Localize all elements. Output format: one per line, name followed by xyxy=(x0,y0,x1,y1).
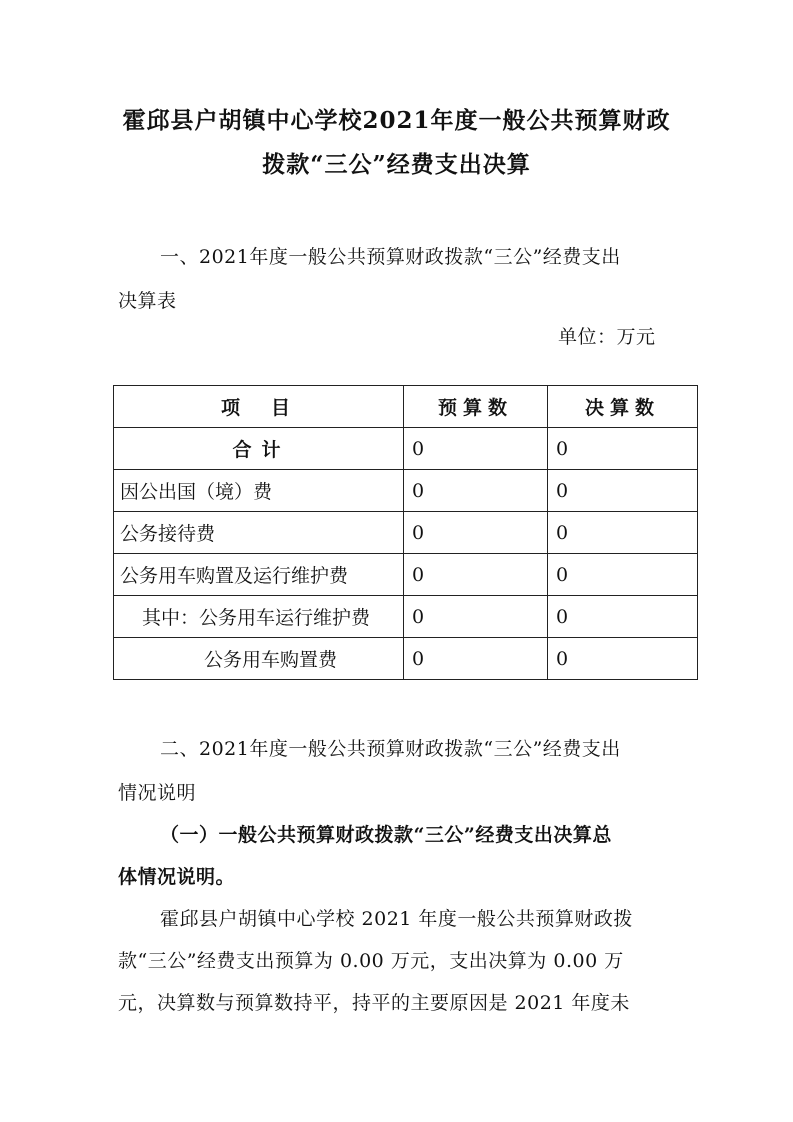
section1-heading-line-2: 决算表 xyxy=(118,290,177,312)
table-row xyxy=(114,638,698,680)
document-title-line-1: 霍邱县户胡镇中心学校2021年度一般公共预算财政 xyxy=(122,107,671,134)
table-row xyxy=(114,596,698,638)
subsection1-heading-line-1: （一）一般公共预算财政拨款“三公”经费支出决算总 xyxy=(160,824,612,846)
row-item-total: 合计 xyxy=(114,428,404,470)
row-item-label: 其中：公务用车运行维护费 xyxy=(114,596,404,638)
row-item-label: 公务接待费 xyxy=(114,512,404,554)
section1-heading-line-1: 一、2021年度一般公共预算财政拨款“三公”经费支出 xyxy=(160,246,621,268)
row-final-value: 0 xyxy=(548,596,698,638)
row-budget-value: 0 xyxy=(404,554,548,596)
row-budget-value: 0 xyxy=(404,428,548,470)
body-text-line-1: 霍邱县户胡镇中心学校 2021 年度一般公共预算财政拨 xyxy=(160,908,633,930)
unit-label: 单位：万元 xyxy=(558,326,656,348)
row-final-value: 0 xyxy=(548,512,698,554)
document-title-line-2: 拨款“三公”经费支出决算 xyxy=(262,151,531,178)
three-public-expenses-table xyxy=(113,385,698,680)
row-budget-value: 0 xyxy=(404,470,548,512)
table-row xyxy=(114,512,698,554)
row-item-label: 公务用车购置费 xyxy=(114,638,404,680)
table-row xyxy=(114,470,698,512)
row-item-label: 公务用车购置及运行维护费 xyxy=(114,554,404,596)
table-row xyxy=(114,554,698,596)
section2-heading-line-2: 情况说明 xyxy=(118,782,197,804)
column-header-budget: 预算数 xyxy=(404,386,548,428)
column-header-item: 项 目 xyxy=(114,386,404,428)
row-item-label: 因公出国（境）费 xyxy=(114,470,404,512)
row-budget-value: 0 xyxy=(404,512,548,554)
row-final-value: 0 xyxy=(548,470,698,512)
table-header-row xyxy=(114,386,698,428)
row-final-value: 0 xyxy=(548,554,698,596)
row-budget-value: 0 xyxy=(404,596,548,638)
table-row xyxy=(114,428,698,470)
body-text-line-3: 元，决算数与预算数持平，持平的主要原因是 2021 年度未 xyxy=(118,992,630,1014)
body-text-line-2: 款“三公”经费支出预算为 0.00 万元，支出决算为 0.00 万 xyxy=(118,950,624,972)
row-final-value: 0 xyxy=(548,428,698,470)
section2-heading-line-1: 二、2021年度一般公共预算财政拨款“三公”经费支出 xyxy=(160,738,621,760)
row-final-value: 0 xyxy=(548,638,698,680)
column-header-final: 决算数 xyxy=(548,386,698,428)
subsection1-heading-line-2: 体情况说明。 xyxy=(118,866,236,888)
row-budget-value: 0 xyxy=(404,638,548,680)
